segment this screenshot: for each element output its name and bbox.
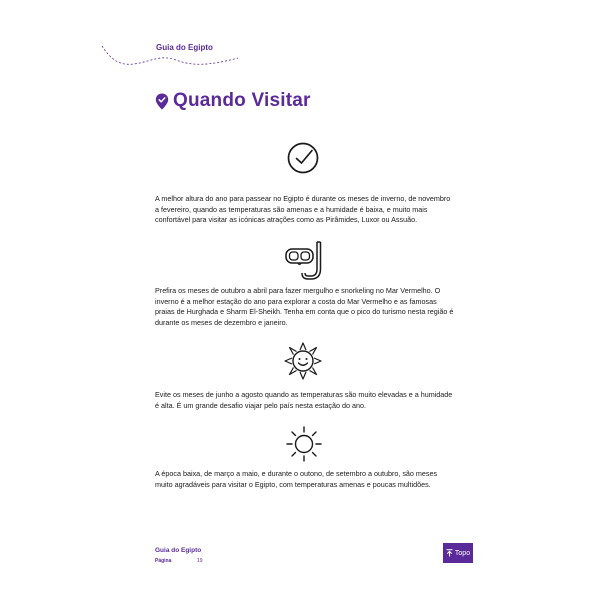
paragraph-low-season: A época baixa, de março a maio, e durante o outono, de setembro a outubro, são meses muito agradáveis para visitar o Egipto, com temperaturas amenas e poucas multidões.: [155, 469, 438, 489]
check-circle-icon: [286, 141, 320, 175]
footer-title: Guia do Egipto: [155, 547, 202, 554]
location-pin-check-icon: [155, 93, 169, 110]
footer-page-info: [155, 558, 203, 564]
section-title: Quando Visitar: [173, 90, 311, 111]
paragraph-summer: Evite os meses de junho a agosto quando as temperaturas são muito elevadas e a humidade é alta. É um grande desafio viajar pelo país nesta estação do ano.: [155, 390, 453, 410]
arrow-up-to-line-icon: [446, 549, 453, 557]
smiling-sun-icon: [283, 341, 323, 381]
back-to-top-label: Topo: [454, 549, 471, 557]
paragraph-winter: A melhor altura do ano para passear no Egipto é durante os meses de inverno, de novembro a fevereiro, quando as temperaturas são amenas e a humidade é baixa, e muito mais confortável para visitar as icónicas atrações como as Pirâmides, Luxor ou Assuão.: [155, 194, 451, 225]
back-to-top-button[interactable]: [443, 543, 473, 563]
page-number: 19: [197, 558, 203, 564]
snorkel-mask-icon: [283, 238, 325, 280]
header-title: Guia do Egipto: [156, 43, 213, 52]
page-label: Página: [155, 558, 172, 564]
sun-icon: [284, 424, 324, 464]
paragraph-diving: Prefira os meses de outubro a abril para fazer mergulho e snorkeling no Mar Vermelho. O inverno é a melhor estação do ano para explorar a costa do Mar Vermelho e as famosas praias de Hurghada e Sharm El-Sheikh. Tenha em conta que o pico do turismo nesta região é durante os meses de dezembro e janeiro.: [155, 286, 454, 328]
section-heading: [155, 90, 311, 112]
